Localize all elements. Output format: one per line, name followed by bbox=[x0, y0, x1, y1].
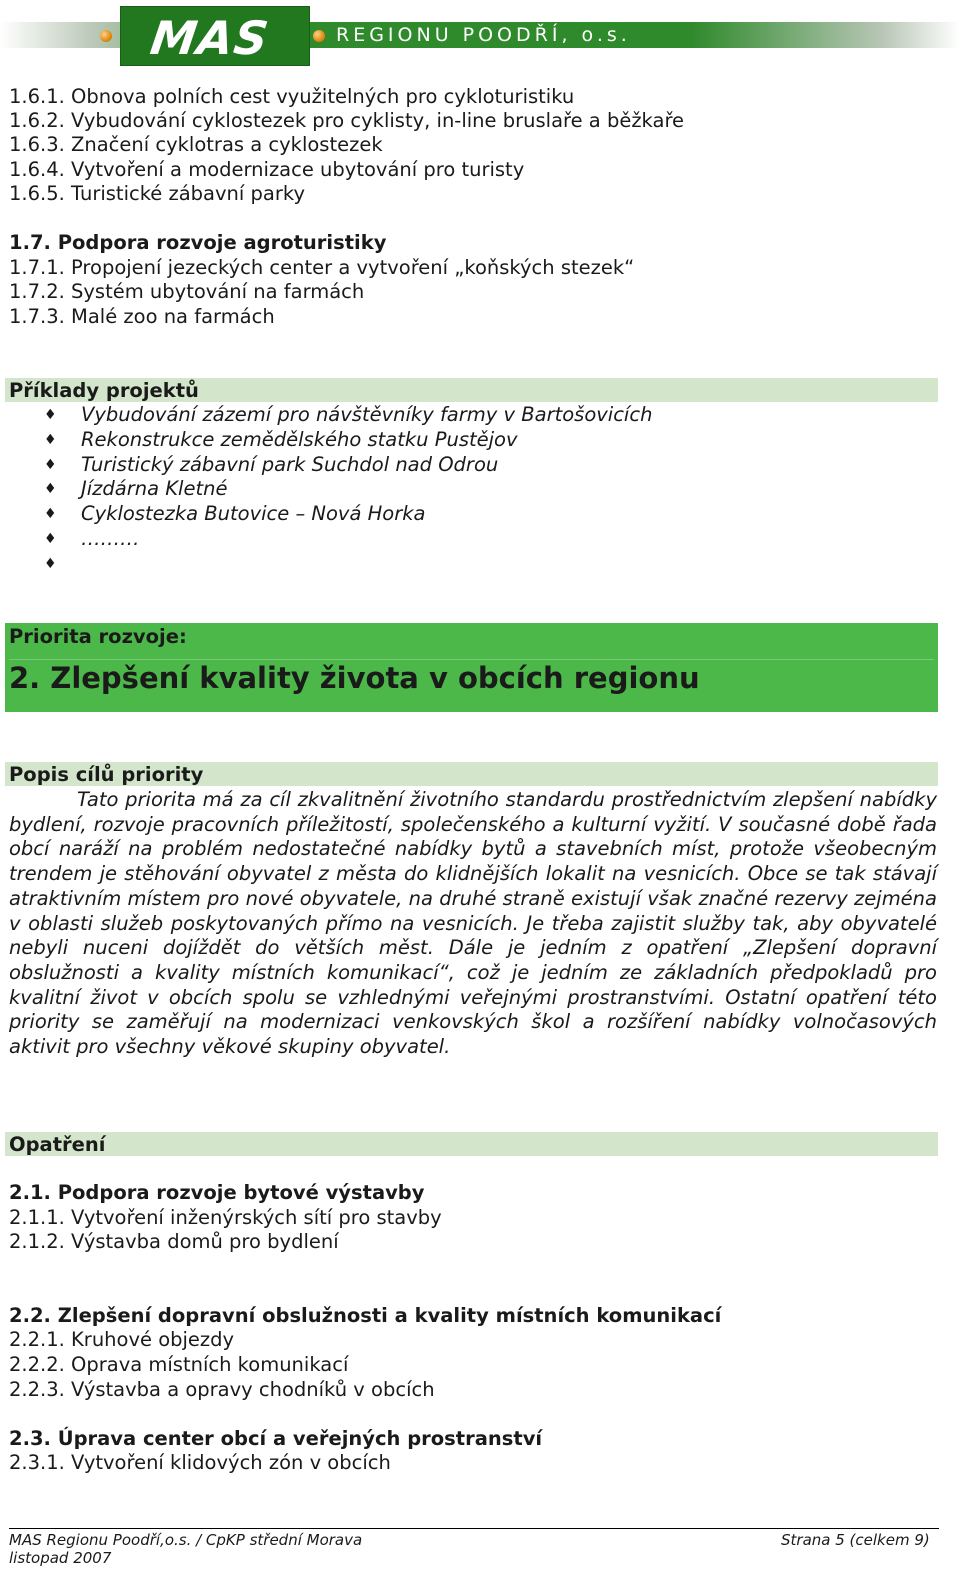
mas-logo bbox=[120, 6, 310, 66]
footer-divider bbox=[9, 1528, 939, 1529]
example-item: Rekonstrukce zemědělského statku Pustějov bbox=[81, 428, 518, 451]
list-item: 1.7.2. Systém ubytování na farmách bbox=[9, 280, 365, 303]
diamond-bullet-icon: ♦ bbox=[44, 481, 57, 497]
example-item: ……… bbox=[81, 527, 140, 550]
list-item: 2.1.2. Výstavba domů pro bydlení bbox=[9, 1230, 339, 1253]
section-heading: 2.3. Úprava center obcí a veřejných prostranství bbox=[9, 1427, 543, 1450]
list-item: 1.7.1. Propojení jezeckých center a vytvoření „koňských stezek“ bbox=[9, 256, 635, 279]
priority-title: 2. Zlepšení kvality života v obcích regionu bbox=[9, 661, 700, 695]
goals-heading: Popis cílů priority bbox=[9, 763, 204, 786]
section-heading: 2.1. Podpora rozvoje bytové výstavby bbox=[9, 1181, 425, 1204]
list-item: 1.6.2. Vybudování cyklostezek pro cyklisty, in-line bruslaře a běžkaře bbox=[9, 109, 685, 132]
orange-dot-icon bbox=[100, 30, 112, 42]
list-item: 1.6.1. Obnova polních cest využitelných pro cykloturistiku bbox=[9, 85, 575, 108]
example-item: Turistický zábavní park Suchdol nad Odrou bbox=[81, 453, 499, 476]
diamond-bullet-icon: ♦ bbox=[44, 556, 57, 572]
list-item: 2.1.1. Vytvoření inženýrských sítí pro stavby bbox=[9, 1206, 442, 1229]
header-region-text: REGIONU POODŘÍ, o.s. bbox=[336, 24, 631, 46]
measures-heading: Opatření bbox=[9, 1133, 106, 1156]
section-heading: 1.7. Podpora rozvoje agroturistiky bbox=[9, 231, 387, 254]
list-item: 1.6.3. Značení cyklotras a cyklostezek bbox=[9, 133, 383, 156]
diamond-bullet-icon: ♦ bbox=[44, 531, 57, 547]
measures-heading-band bbox=[5, 1132, 938, 1156]
footer-date: listopad 2007 bbox=[9, 1549, 112, 1567]
list-item: 1.7.3. Malé zoo na farmách bbox=[9, 305, 275, 328]
footer-page-number: Strana 5 (celkem 9) bbox=[781, 1531, 930, 1549]
diamond-bullet-icon: ♦ bbox=[44, 506, 57, 522]
diamond-bullet-icon: ♦ bbox=[44, 407, 57, 423]
list-item: 2.2.2. Oprava místních komunikací bbox=[9, 1353, 349, 1376]
priority-label: Priorita rozvoje: bbox=[9, 625, 187, 648]
example-item: Jízdárna Kletné bbox=[81, 477, 228, 500]
orange-dot-icon bbox=[313, 30, 325, 42]
page-header bbox=[0, 0, 960, 70]
diamond-bullet-icon: ♦ bbox=[44, 457, 57, 473]
examples-heading-band bbox=[5, 378, 938, 402]
footer-organization: MAS Regionu Poodří,o.s. / CpKP střední Morava bbox=[9, 1531, 363, 1549]
examples-heading: Příklady projektů bbox=[9, 379, 199, 402]
logo-text: MAS bbox=[147, 11, 273, 65]
example-item: Vybudování zázemí pro návštěvníky farmy v Bartošovicích bbox=[81, 403, 653, 426]
goals-paragraph: Tato priorita má za cíl zkvalitnění životního standardu prostřednictvím zlepšení nabídky bydlení, rozvoje pracovních příležitostí, společenského a kulturní vyžití. V současné době řada obcí naráží na problém nedostatečné nabídky bytů a stavebních míst, protože všeobecným trendem je stěhování obyvatel z města do klidnějších lokalit na vesnicích. Obce se tak stávají atraktivním místem pro nové obyvatele, na druhé straně existují však značné rezervy zejména v oblasti služeb poskytovaných přímo na vesnicích. Je třeba zajistit služby tak, aby obyvatelé nebyli nuceni dojíždět do větších měst. Dále je jedním z opatření „Zlepšení dopravní obslužnosti a kvality místních komunikací“, což je jedním ze základních předpokladů pro kvalitní život v obcích spolu se vzhlednými veřejnými prostranstvími. Ostatní opatření této priority se zaměřují na modernizaci venkovských škol a rozšíření nabídky volnočasových aktivit pro všechny věkové skupiny obyvatel. bbox=[9, 788, 937, 1059]
list-item: 2.3.1. Vytvoření klidových zón v obcích bbox=[9, 1451, 391, 1474]
list-item: 1.6.4. Vytvoření a modernizace ubytování pro turisty bbox=[9, 158, 525, 181]
list-item: 2.2.1. Kruhové objezdy bbox=[9, 1328, 235, 1351]
goals-heading-band bbox=[5, 762, 938, 786]
list-item: 2.2.3. Výstavba a opravy chodníků v obcích bbox=[9, 1378, 435, 1401]
example-item: Cyklostezka Butovice – Nová Horka bbox=[81, 502, 426, 525]
list-item: 1.6.5. Turistické zábavní parky bbox=[9, 182, 306, 205]
priority-band bbox=[5, 623, 938, 712]
section-heading: 2.2. Zlepšení dopravní obslužnosti a kvality místních komunikací bbox=[9, 1304, 722, 1327]
diamond-bullet-icon: ♦ bbox=[44, 432, 57, 448]
